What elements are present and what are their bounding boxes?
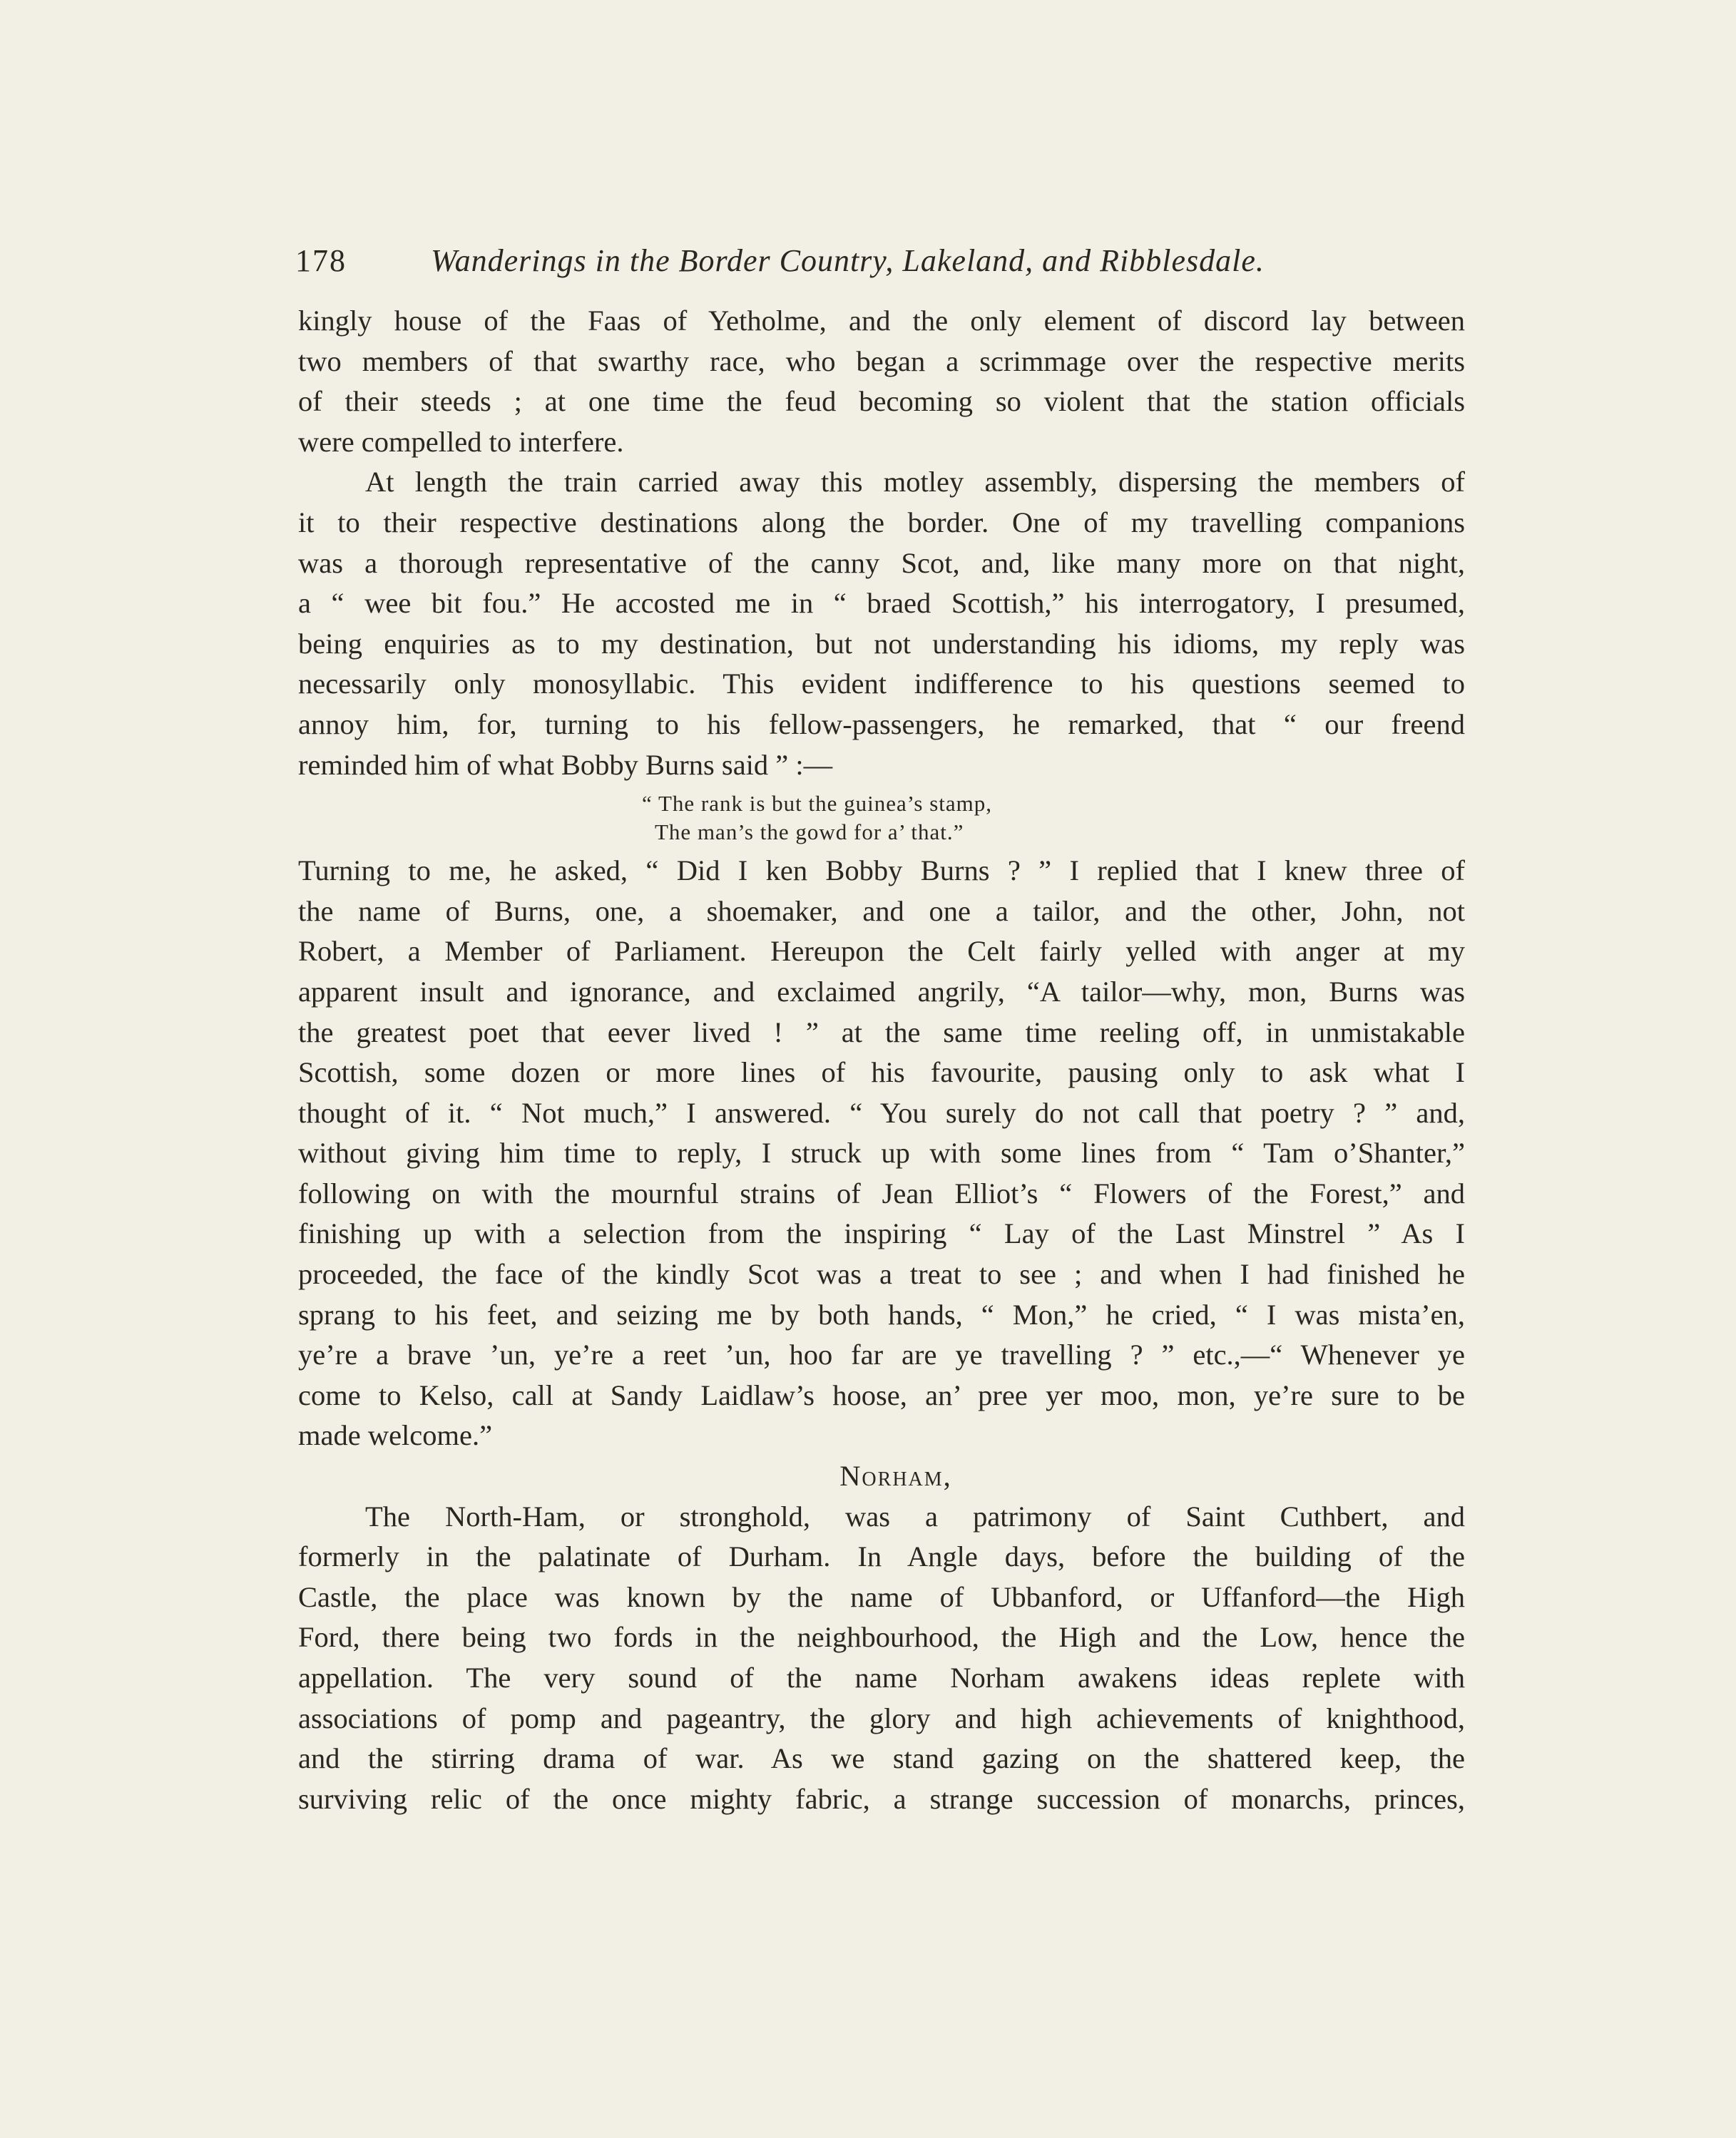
text-line: was a thorough representative of the canny Scot, and, like many more on that night, (298, 546, 1465, 579)
text-line: it to their respective destinations along the border. One of my travelling companions (298, 506, 1465, 538)
verse-line: The man’s the gowd for a’ that.” (655, 819, 964, 845)
text-line: of their steeds ; at one time the feud becoming so violent that the station officials (298, 385, 1465, 418)
text-line: come to Kelso, call at Sandy Laidlaw’s hoose, an’ pree yer moo, mon, ye’re sure to be (298, 1379, 1465, 1411)
text-line: Ford, there being two fords in the neighbourhood, the High and the Low, hence the (298, 1621, 1465, 1654)
text-line: two members of that swarthy race, who began a scrimmage over the respective merits (298, 344, 1465, 377)
text-line: were compelled to interfere. (298, 425, 624, 458)
paragraph (298, 462, 1465, 785)
verse-quotation (298, 785, 1465, 851)
text-line: finishing up with a selection from the inspiring “ Lay of the Last Minstrel ” As I (298, 1217, 1465, 1250)
running-title: Wanderings in the Border Country, Lakeland, and Ribblesdale. (431, 243, 1265, 278)
verse-line: “ The rank is but the guinea’s stamp, (642, 791, 992, 817)
page-number: 178 (295, 243, 347, 278)
paragraph (298, 1497, 1465, 1820)
paragraph (298, 851, 1465, 1456)
text-line: formerly in the palatinate of Durham. In Angle days, before the building of the (298, 1540, 1465, 1573)
text-line: and the stirring drama of war. As we stand gazing on the shattered keep, the (298, 1742, 1465, 1775)
text-line: Robert, a Member of Parliament. Hereupon the Celt fairly yelled with anger at my (298, 935, 1465, 968)
text-line: following on with the mournful strains of Jean Elliot’s “ Flowers of the Forest,” and (298, 1177, 1465, 1209)
text-line: associations of pomp and pageantry, the glory and high achievements of knighthood, (298, 1702, 1465, 1734)
text-line: sprang to his feet, and seizing me by both hands, “ Mon,” he cried, “ I was mista’en, (298, 1298, 1465, 1331)
text-line: surviving relic of the once mighty fabric, a strange succession of monarchs, princes, (298, 1782, 1465, 1815)
text-line: the greatest poet that eever lived ! ” at the same time reeling off, in unmistakable (298, 1016, 1465, 1048)
text-line: the name of Burns, one, a shoemaker, and one a tailor, and the other, John, not (298, 894, 1465, 927)
text-line: kingly house of the Faas of Yetholme, and the only element of discord lay between (298, 305, 1465, 337)
text-line: thought of it. “ Not much,” I answered. “ You surely do not call that poetry ? ” and, (298, 1096, 1465, 1129)
body-text (298, 301, 1465, 1819)
text-line: apparent insult and ignorance, and exclaimed angrily, “A tailor—why, mon, Burns was (298, 975, 1465, 1008)
text-line: without giving him time to reply, I struck up with some lines from “ Tam o’Shanter,” (298, 1137, 1465, 1170)
text-line: The North-Ham, or stronghold, was a patrimony of Saint Cuthbert, and (365, 1500, 1465, 1533)
text-line: ye’re a brave ’un, ye’re a reet ’un, hoo far are ye travelling ? ” etc.,—“ Whenever ye (298, 1339, 1465, 1371)
text-line: Scottish, some dozen or more lines of his favourite, pausing only to ask what I (298, 1056, 1465, 1089)
text-line: made welcome.” (298, 1419, 493, 1452)
paragraph (298, 301, 1465, 462)
text-line: Turning to me, he asked, “ Did I ken Bobby Burns ? ” I replied that I knew three of (298, 854, 1465, 887)
text-line: Castle, the place was known by the name of Ubbanford, or Uffanford—the High (298, 1580, 1465, 1613)
text-line: a “ wee bit fou.” He accosted me in “ braed Scottish,” his interrogatory, I presumed, (298, 587, 1465, 620)
text-line: necessarily only monosyllabic. This evident indifference to his questions seemed to (298, 668, 1465, 700)
text-line: annoy him, for, turning to his fellow-passengers, he remarked, that “ our freend (298, 707, 1465, 740)
text-line: reminded him of what Bobby Burns said ” :— (298, 748, 833, 781)
text-line: appellation. The very sound of the name Norham awakens ideas replete with (298, 1662, 1465, 1694)
text-line: being enquiries as to my destination, but not understanding his idioms, my reply was (298, 627, 1465, 660)
section-heading: Norham, (839, 1460, 952, 1493)
text-line: proceeded, the face of the kindly Scot was a treat to see ; and when I had finished he (298, 1258, 1465, 1291)
text-line: At length the train carried away this motley assembly, dispersing the members of (365, 466, 1465, 498)
running-head (295, 240, 1429, 282)
